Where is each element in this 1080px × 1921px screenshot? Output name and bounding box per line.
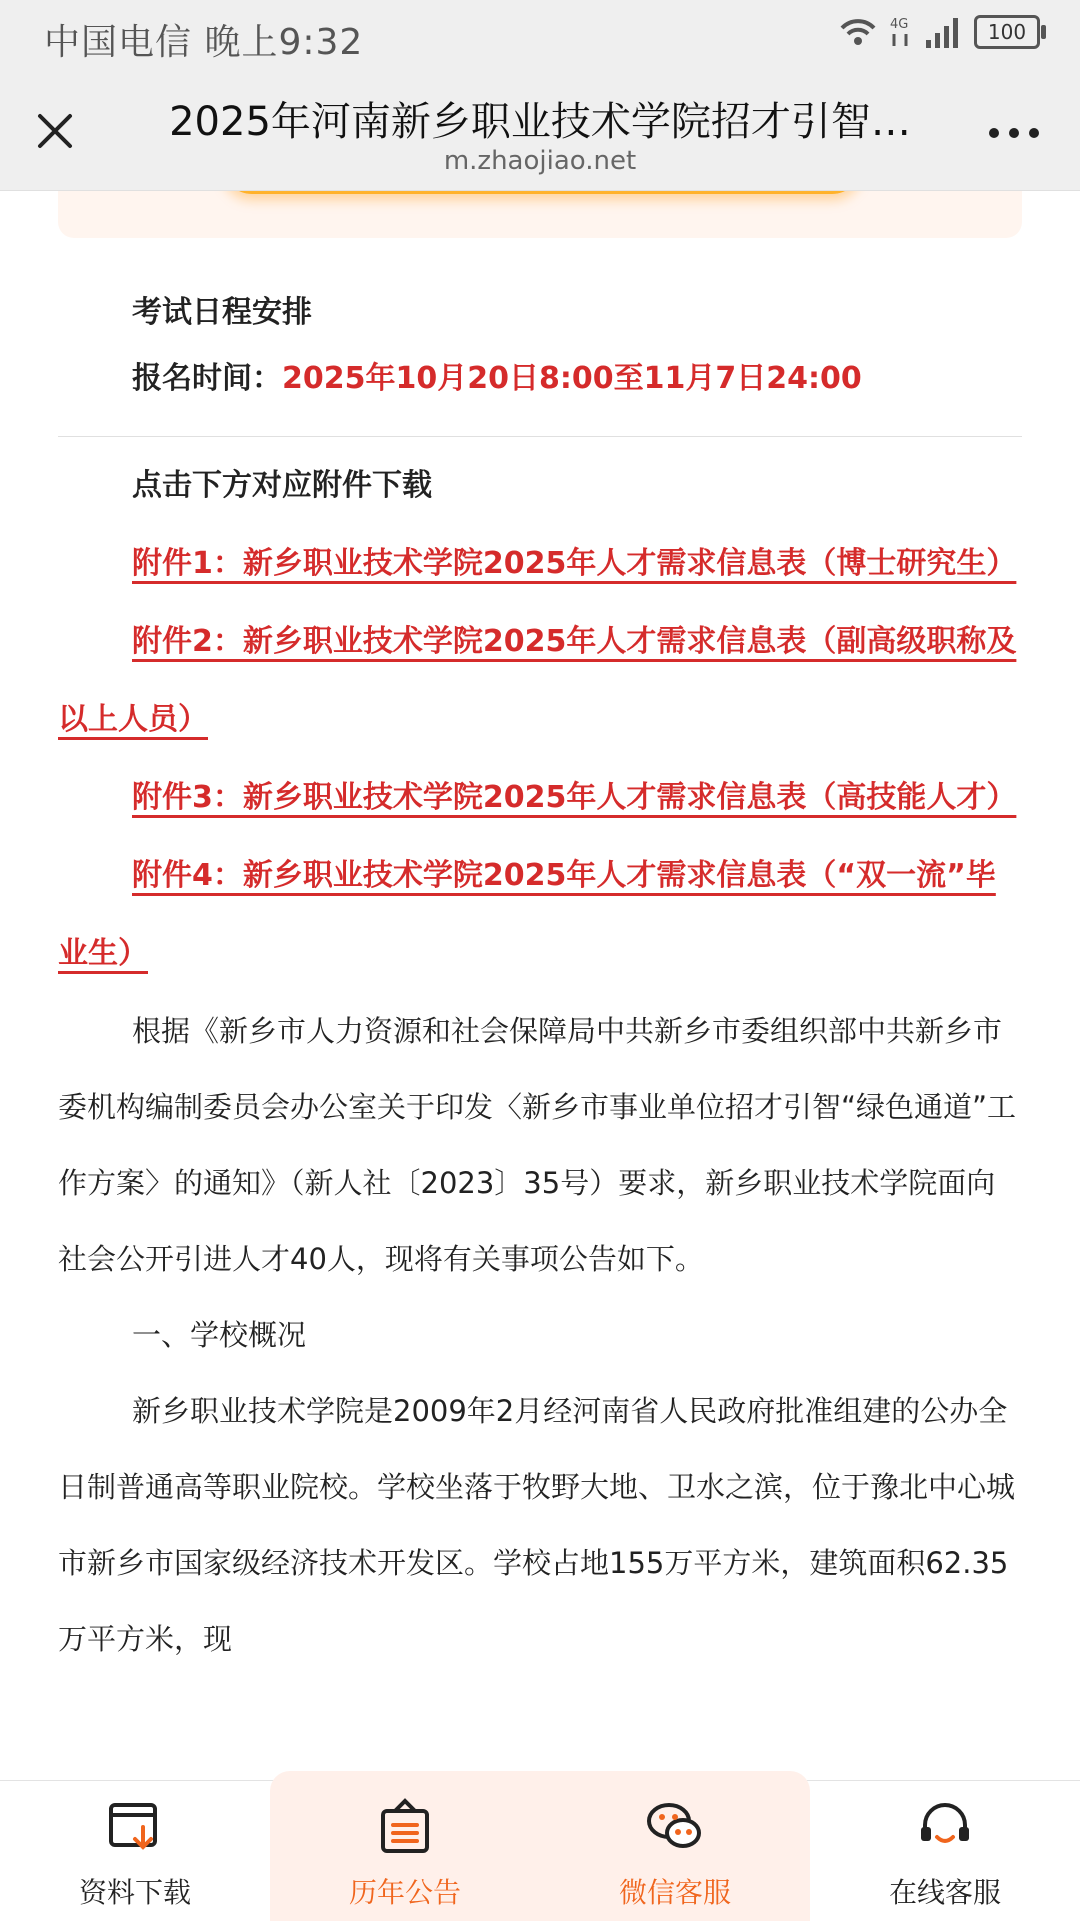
more-icon[interactable] [984, 118, 1044, 148]
nav-item-download[interactable] [0, 1781, 270, 1921]
status-bar [0, 0, 1080, 76]
4g-icon [888, 14, 914, 50]
download-icon [105, 1797, 165, 1857]
page-url: m.zhaojiao.net [443, 146, 637, 176]
status-icons [838, 14, 1040, 50]
browser-navbar [0, 76, 1080, 191]
nav-item-wechat[interactable] [540, 1781, 810, 1921]
attachment-link-3[interactable] [58, 759, 1022, 837]
schedule-heading: 考试日程安排 [132, 295, 312, 330]
wifi-icon [838, 14, 878, 50]
registration-time [58, 346, 1022, 412]
nav-label: 在线客服 [888, 1876, 1001, 1909]
attachment-link-1[interactable] [58, 525, 1022, 603]
announcement-icon [375, 1797, 435, 1857]
attachment-label[interactable]: 附件2：新乡职业技术学院2025年人才需求信息表（副高级职称及以上人员） [58, 624, 1017, 737]
section-title: 一、学校概况 [132, 1318, 307, 1352]
attachment-label[interactable]: 附件3：新乡职业技术学院2025年人才需求信息表（高技能人才） [132, 780, 1017, 815]
nav-item-online-service[interactable] [810, 1781, 1080, 1921]
headset-icon [915, 1797, 975, 1857]
attachment-label[interactable]: 附件4：新乡职业技术学院2025年人才需求信息表（“双一流”毕业生） [58, 858, 996, 971]
nav-label: 历年公告 [348, 1876, 461, 1909]
page-title: 2025年河南新乡职业技术学院招才引智… [169, 99, 911, 145]
attachments-heading: 点击下方对应附件下载 [132, 468, 432, 503]
signal-icon [924, 14, 964, 50]
registration-value: 2025年10月20日8:00至11月7日24:00 [282, 361, 862, 396]
wechat-icon [645, 1797, 705, 1857]
nav-label: 微信客服 [618, 1876, 731, 1909]
divider [58, 436, 1022, 437]
carrier-time: 中国电信 晚上9:32 [44, 22, 364, 63]
svg-text:4G: 4G [890, 17, 909, 32]
close-icon[interactable] [30, 106, 80, 156]
bottom-nav [0, 1780, 1080, 1921]
attachment-label[interactable]: 附件1：新乡职业技术学院2025年人才需求信息表（博士研究生） [132, 546, 1017, 581]
nav-label: 资料下载 [78, 1876, 191, 1909]
battery-icon: 100 [974, 15, 1040, 49]
section-paragraph: 新乡职业技术学院是2009年2月经河南省人民政府批准组建的公办全日制普通高等职业院校。学校坐落于牧野大地、卫水之滨，位于豫北中心城市新乡市国家级经济技术开发区。学校占地155万平方米，建筑面积62.35万平方米，现 [58, 1394, 1016, 1656]
intro-paragraph: 根据《新乡市人力资源和社会保障局中共新乡市委组织部中共新乡市委机构编制委员会办公室关于印发〈新乡市事业单位招才引智“绿色通道”工作方案〉的通知》（新人社〔2023〕35号）要求，新乡职业技术学院面向社会公开引进人才40人，现将有关事项公告如下。 [58, 1014, 1017, 1276]
registration-label: 报名时间： [132, 361, 282, 396]
nav-item-announcements[interactable] [270, 1781, 540, 1921]
article-content [58, 190, 1022, 1677]
attachment-link-2[interactable] [58, 603, 1022, 759]
attachment-link-4[interactable] [58, 837, 1022, 993]
